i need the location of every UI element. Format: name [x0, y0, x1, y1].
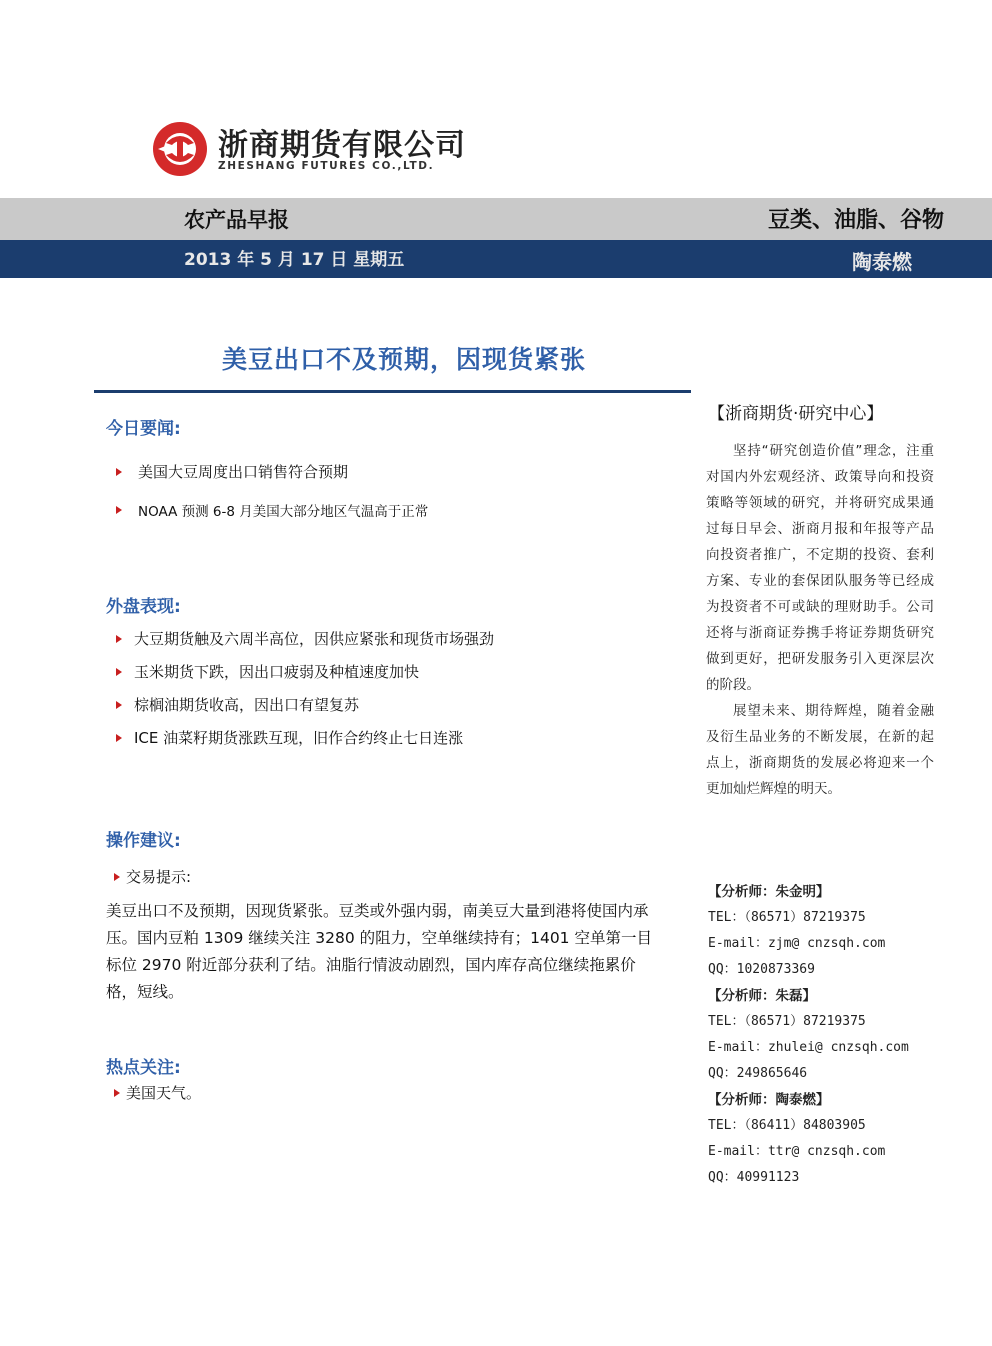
bullet-arrow-icon — [116, 468, 122, 476]
bullet-arrow-icon — [116, 701, 122, 709]
external-item — [116, 727, 463, 748]
analyst-name: 【分析师：朱金明】 — [708, 884, 830, 900]
bullet-arrow-icon — [116, 734, 122, 742]
report-category: 豆类、油脂、谷物 — [767, 208, 944, 233]
external-item-text: ICE 油菜籽期货涨跌互现，旧作合约终止七日连涨 — [134, 729, 464, 747]
analyst-block — [708, 880, 909, 1192]
advice-tip — [114, 866, 191, 887]
advice-heading: 操作建议: — [106, 831, 181, 851]
hotspot-item-text: 美国天气。 — [126, 1084, 202, 1102]
news-item-text: 美国大豆周度出口销售符合预期 — [138, 463, 349, 481]
analyst-name: 【分析师：陶泰燃】 — [708, 1092, 830, 1108]
header-band-blue — [0, 240, 992, 278]
bullet-arrow-icon — [114, 1089, 120, 1097]
report-author: 陶泰燃 — [852, 250, 912, 274]
research-center-para-2: 展望未来、期待辉煌，随着金融及衍生品业务的不断发展，在新的起点上，浙商期货的发展必将迎来一个更加灿烂辉煌的明天。 — [706, 703, 934, 797]
advice-tip-label: 交易提示: — [126, 868, 192, 886]
external-item — [116, 694, 359, 715]
analyst-email: E-mail：zjm@ cnzsqh.com — [708, 936, 886, 951]
advice-paragraph: 美豆出口不及预期，因现货紧张。豆类或外强内弱，南美豆大量到港将使国内承压。国内豆粕 1309 继续关注 3280 的阻力，空单继续持有；1401 空单第一目标位 2970 附近部分获利了结。油脂行情波动剧烈，国内库存高位继续拖累价格，短线。 — [106, 902, 652, 1001]
news-item — [116, 500, 428, 520]
report-type: 农产品早报 — [184, 208, 289, 232]
company-name-en: ZHESHANG FUTURES CO.,LTD. — [218, 160, 435, 172]
news-item-text: NOAA 预测 6-8 月美国大部分地区气温高于正常 — [138, 504, 429, 520]
bullet-arrow-icon — [116, 635, 122, 643]
company-name-cn: 浙商期货有限公司 — [218, 128, 466, 163]
bullet-arrow-icon — [114, 873, 120, 881]
external-item — [116, 628, 494, 649]
analyst-email: E-mail：ttr@ cnzsqh.com — [708, 1144, 886, 1159]
research-center-para-1: 坚持“研究创造价值”理念，注重对国内外宏观经济、政策导向和投资策略等领域的研究，并将研究成果通过每日早会、浙商月报和年报等产品向投资者推广，不定期的投资、套利方案、专业的套保团队服务等已经成为投资者不可或缺的理财助手。公司还将与浙商证券携手将证券期货研究做到更好，把研发服务引入更深层次的阶段。 — [706, 443, 934, 693]
report-date: 2013 年 5 月 17 日 星期五 — [184, 250, 405, 270]
news-heading: 今日要闻: — [106, 419, 181, 439]
analyst-tel: TEL：（86571）87219375 — [708, 1014, 866, 1029]
company-logo-icon — [152, 121, 208, 177]
analyst-tel: TEL：（86571）87219375 — [708, 910, 866, 925]
external-item-text: 玉米期货下跌，因出口疲弱及种植速度加快 — [134, 663, 420, 681]
analyst-qq: QQ：249865646 — [708, 1066, 808, 1081]
analyst-name: 【分析师：朱磊】 — [708, 988, 816, 1004]
page-title: 美豆出口不及预期，因现货紧张 — [222, 345, 587, 374]
title-divider — [94, 390, 691, 393]
analyst-qq: QQ：1020873369 — [708, 962, 815, 977]
analyst-email: E-mail：zhulei@ cnzsqh.com — [708, 1040, 909, 1055]
hotspot-item — [114, 1082, 201, 1103]
news-item — [116, 461, 348, 482]
external-heading: 外盘表现: — [106, 597, 181, 617]
hotspot-heading: 热点关注: — [106, 1058, 181, 1078]
bullet-arrow-icon — [116, 668, 122, 676]
analyst-qq: QQ：40991123 — [708, 1170, 800, 1185]
bullet-arrow-icon — [116, 506, 122, 514]
external-item — [116, 661, 419, 682]
external-item-text: 大豆期货触及六周半高位，因供应紧张和现货市场强劲 — [134, 630, 495, 648]
external-item-text: 棕榈油期货收高，因出口有望复苏 — [134, 696, 360, 714]
research-center-title: 【浙商期货·研究中心】 — [708, 404, 884, 424]
analyst-tel: TEL：（86411）84803905 — [708, 1118, 866, 1133]
